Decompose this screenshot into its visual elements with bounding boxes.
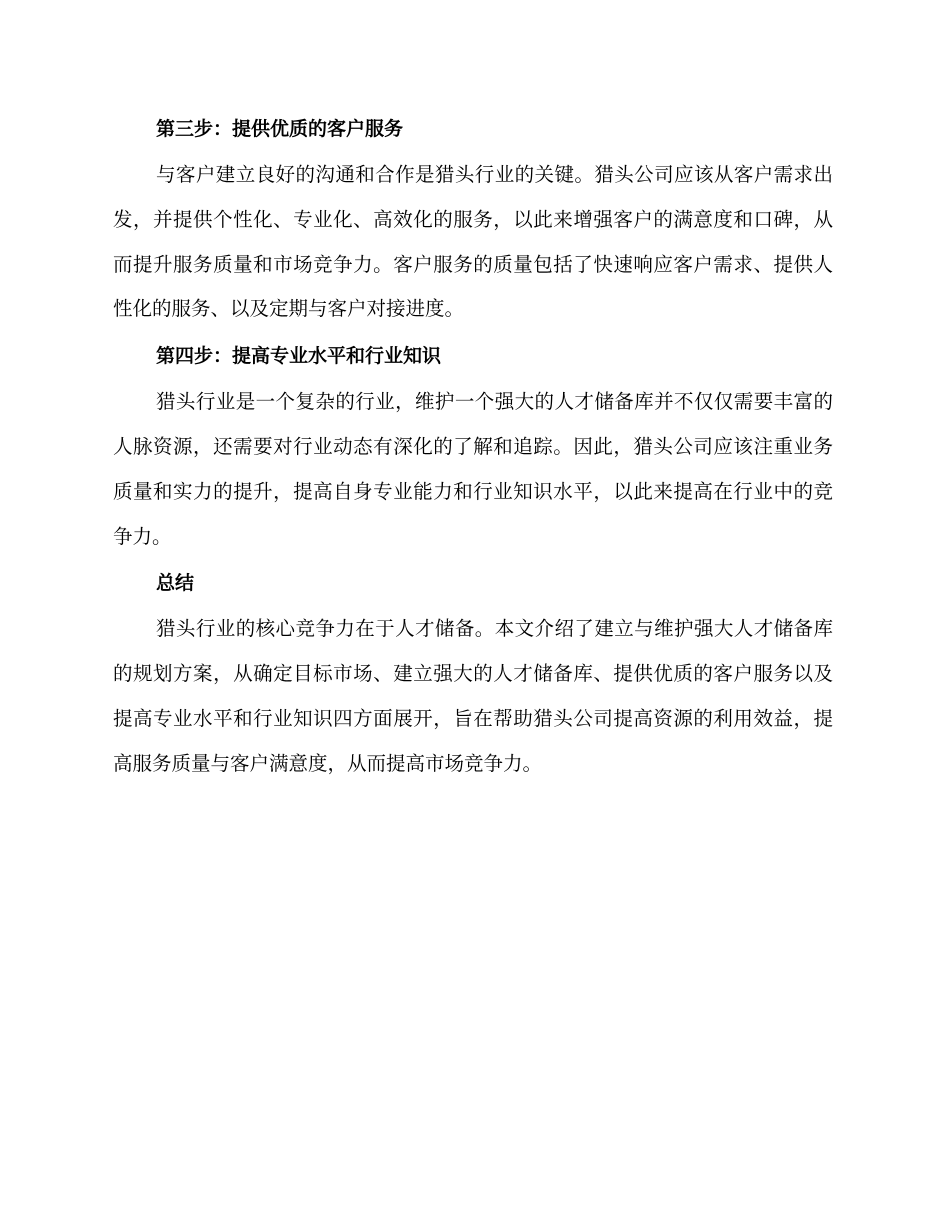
document-body bbox=[113, 111, 833, 793]
section-step-three bbox=[113, 111, 833, 332]
section-paragraph: 与客户建立良好的沟通和合作是猎头行业的关键。猎头公司应该从客户需求出发，并提供个性化、专业化、高效化的服务，以此来增强客户的满意度和口碑，从而提升服务质量和市场竞争力。客户服务的质量包括了快速响应客户需求、提供人性化的服务、以及定期与客户对接进度。 bbox=[113, 163, 833, 321]
section-paragraph: 猎头行业是一个复杂的行业，维护一个强大的人才储备库并不仅仅需要丰富的人脉资源，还需要对行业动态有深化的了解和追踪。因此，猎头公司应该注重业务质量和实力的提升，提高自身专业能力和行业知识水平，以此来提高在行业中的竞争力。 bbox=[113, 390, 833, 548]
section-heading: 第三步：提供优质的客户服务 bbox=[156, 118, 404, 140]
section-summary bbox=[113, 565, 833, 786]
section-heading: 总结 bbox=[156, 572, 195, 595]
section-step-four bbox=[113, 338, 833, 559]
section-heading: 第四步：提高专业水平和行业知识 bbox=[156, 345, 442, 368]
section-paragraph: 猎头行业的核心竞争力在于人才储备。本文介绍了建立与维护强大人才储备库的规划方案，从确定目标市场、建立强大的人才储备库、提供优质的客户服务以及提高专业水平和行业知识四方面展开，旨在帮助猎头公司提高资源的利用效益，提高服务质量与客户满意度，从而提高市场竞争力。 bbox=[113, 617, 833, 775]
